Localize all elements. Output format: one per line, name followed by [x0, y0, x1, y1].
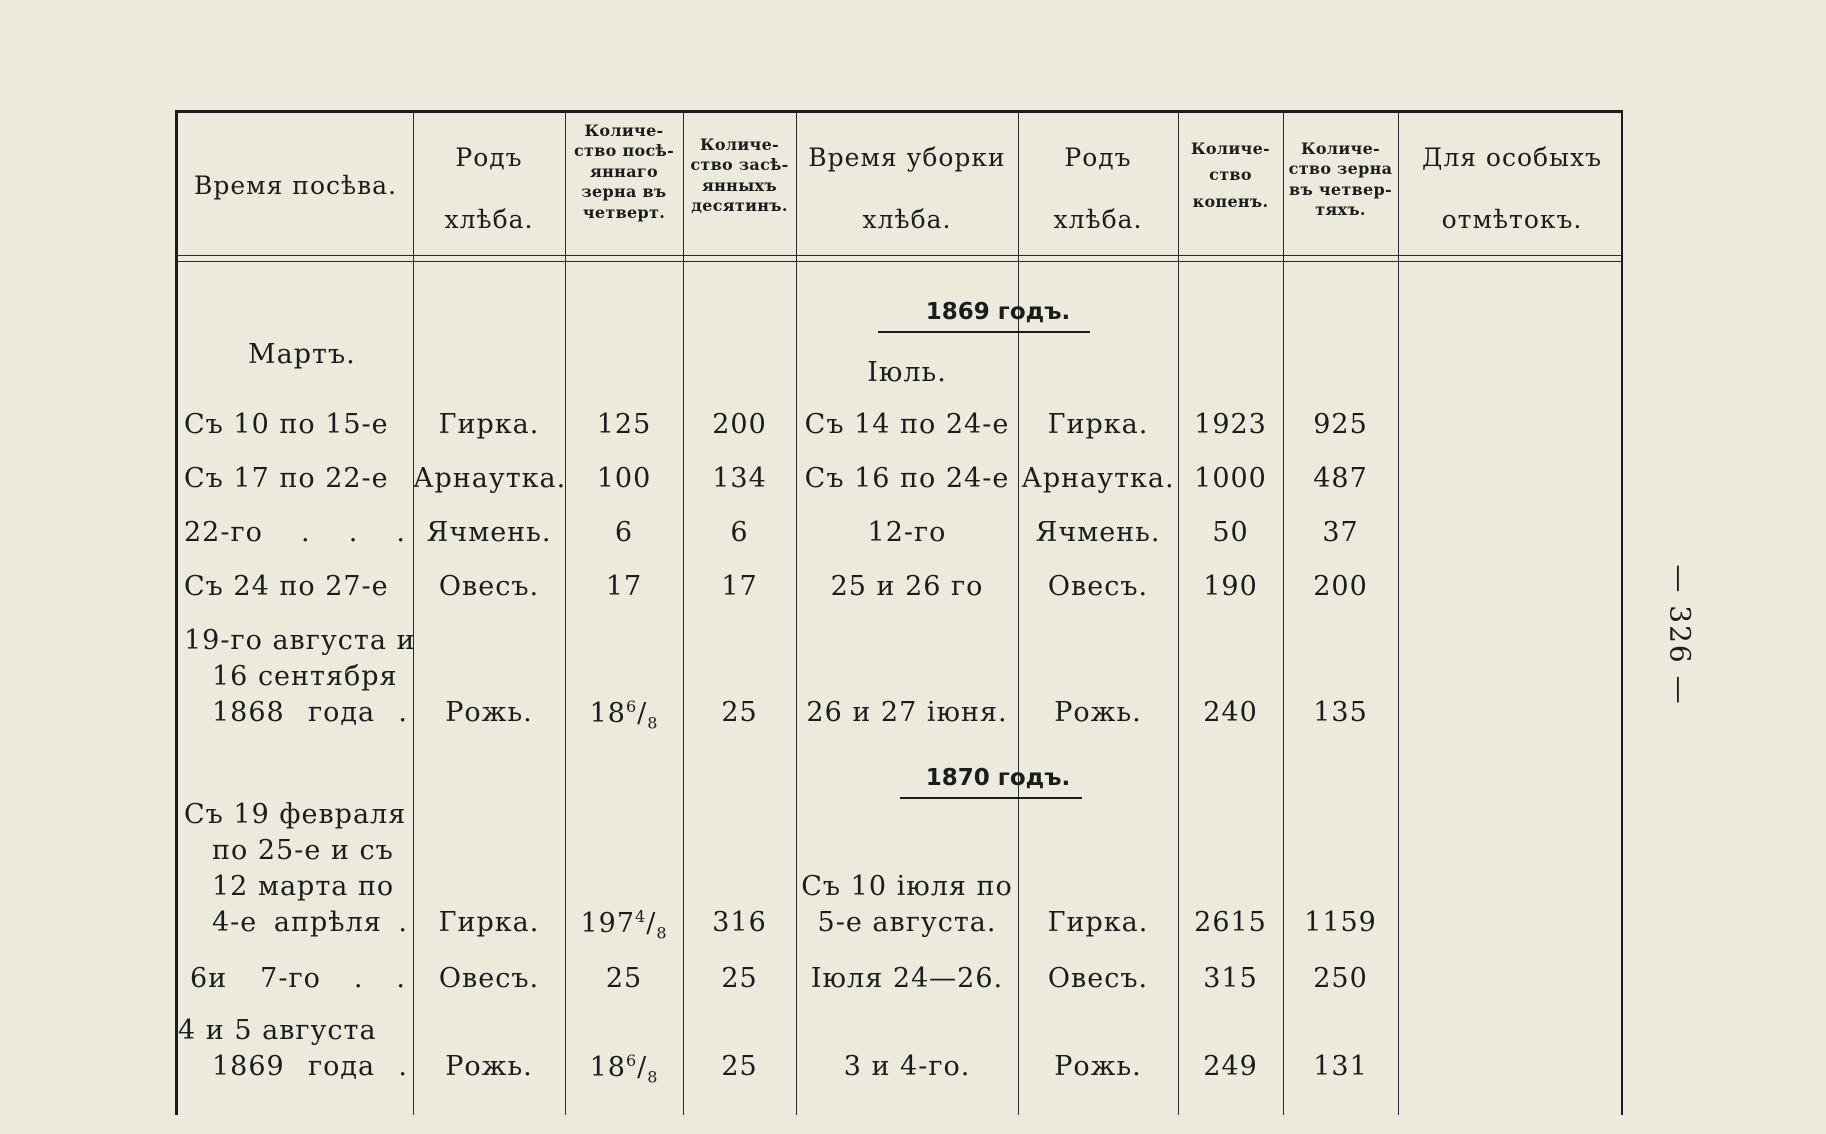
- area-cell: 316: [712, 907, 767, 938]
- crop-cell: Гирка.: [438, 409, 540, 440]
- seed-cell: $18^6/_8$: [589, 1051, 659, 1087]
- year-heading-1869: 1869 годъ.: [925, 299, 1071, 325]
- sheaves-cell: 2615: [1194, 907, 1267, 938]
- sheaves-cell: 240: [1203, 697, 1258, 728]
- crop-cell: Овесъ.: [438, 963, 540, 994]
- harvest-time-cell: 25 и 26 го: [830, 571, 984, 602]
- crop-cell: Рожь.: [1054, 1051, 1142, 1082]
- seed-cell: 100: [596, 463, 652, 494]
- area-cell: 200: [712, 409, 767, 440]
- sowing-time-cell: Съ 19 февраля: [184, 799, 407, 830]
- grain-cell: 131: [1313, 1051, 1368, 1082]
- sowing-time-cell: 4-е апрѣля .: [212, 907, 408, 938]
- grain-cell: 487: [1313, 463, 1368, 494]
- area-cell: 134: [712, 463, 767, 494]
- crop-cell: Рожь.: [445, 1051, 533, 1082]
- page-number: — 326 —: [1663, 564, 1697, 706]
- sowing-time-cell: 16 сентября: [212, 661, 398, 692]
- header-notes: отмѣтокъ.: [1441, 205, 1583, 234]
- seed-cell: $197^4/_8$: [580, 907, 668, 943]
- header-notes: Для особыхъ: [1422, 143, 1602, 172]
- header-harvest-time: Время уборки: [808, 143, 1006, 172]
- sowing-time-cell: 4 и 5 августа: [178, 1015, 377, 1046]
- harvest-time-cell: Съ 10 іюля по: [801, 871, 1013, 902]
- harvest-time-cell: 3 и 4-го.: [843, 1051, 971, 1082]
- sowing-time-cell: Съ 24 по 27-е: [184, 571, 389, 602]
- crop-cell: Ячмень.: [426, 517, 552, 548]
- area-cell: 17: [721, 571, 758, 602]
- crop-cell: Рожь.: [445, 697, 533, 728]
- header-crop-kind-2: хлѣба.: [1053, 205, 1143, 234]
- header-sowing-time: Время посѣва.: [193, 171, 398, 200]
- grain-cell: 135: [1313, 697, 1368, 728]
- crop-cell: Арнаутка.: [1021, 463, 1175, 494]
- harvest-time-cell: Съ 14 по 24-е: [804, 409, 1010, 440]
- harvest-table: [175, 110, 1623, 1115]
- crop-cell: Арнаутка.: [413, 463, 567, 494]
- sowing-time-cell: Съ 17 по 22-е: [184, 463, 389, 494]
- seed-cell: 17: [605, 571, 643, 602]
- harvest-time-cell: 5-е августа.: [817, 907, 997, 938]
- sowing-time-cell: 1869 года .: [212, 1051, 408, 1082]
- header-grain-quantity: Количе- ство зерна въ четвер- тяхъ.: [1288, 139, 1393, 220]
- year-underline: [878, 331, 1090, 333]
- sheaves-cell: 50: [1212, 517, 1249, 548]
- grain-cell: 200: [1313, 571, 1368, 602]
- harvest-time-cell: 26 и 27 іюня.: [806, 697, 1008, 728]
- crop-cell: Овесъ.: [1047, 571, 1149, 602]
- month-label: Мартъ.: [248, 339, 356, 370]
- header-area-quantity: Количе- ство засѣ- янныхъ десятинъ.: [690, 135, 789, 216]
- header-crop-kind: Родъ: [455, 143, 523, 172]
- sowing-time-cell: Съ 10 по 15-е: [184, 409, 389, 440]
- year-heading-1870: 1870 годъ.: [925, 765, 1071, 791]
- sowing-time-cell: 1868 года .: [212, 697, 408, 728]
- crop-cell: Рожь.: [1054, 697, 1142, 728]
- sowing-time-cell: 19-го августа и: [184, 625, 416, 656]
- header-crop-kind: хлѣба.: [444, 205, 534, 234]
- area-cell: 25: [721, 1051, 758, 1082]
- header-sheaves-quantity: Количе- ство копенъ.: [1190, 139, 1270, 211]
- header-crop-kind-2: Родъ: [1064, 143, 1132, 172]
- crop-cell: Гирка.: [438, 907, 540, 938]
- harvest-time-cell: 12-го: [867, 517, 947, 548]
- header-rule: [178, 261, 1621, 262]
- area-cell: 25: [721, 963, 758, 994]
- header-seed-quantity: Количе- ство посѣ- яннаго зерна въ четверт.: [573, 121, 675, 222]
- year-underline: [900, 797, 1082, 799]
- sheaves-cell: 1000: [1194, 463, 1267, 494]
- sowing-time-cell: 22-го . . .: [184, 517, 406, 548]
- crop-cell: Гирка.: [1047, 409, 1149, 440]
- grain-cell: 37: [1322, 517, 1359, 548]
- sowing-time-cell: по 25-е и съ: [212, 835, 394, 866]
- crop-cell: Ячмень.: [1035, 517, 1161, 548]
- harvest-time-cell: Съ 16 по 24-е: [804, 463, 1010, 494]
- grain-cell: 250: [1313, 963, 1368, 994]
- crop-cell: Овесъ.: [438, 571, 540, 602]
- header-rule: [178, 255, 1621, 256]
- crop-cell: Гирка.: [1047, 907, 1149, 938]
- seed-cell: 6: [614, 517, 634, 548]
- area-cell: 25: [721, 697, 758, 728]
- seed-cell: 25: [605, 963, 643, 994]
- sowing-time-cell: 12 марта по: [212, 871, 395, 902]
- crop-cell: Овесъ.: [1047, 963, 1149, 994]
- grain-cell: 925: [1313, 409, 1368, 440]
- grain-cell: 1159: [1304, 907, 1377, 938]
- harvest-time-cell: Іюля 24—26.: [810, 963, 1004, 994]
- header-harvest-time: хлѣба.: [862, 205, 952, 234]
- sowing-time-cell: 6и 7-го . .: [190, 963, 406, 994]
- sheaves-cell: 249: [1203, 1051, 1258, 1082]
- sheaves-cell: 190: [1203, 571, 1258, 602]
- seed-cell: $18^6/_8$: [589, 697, 659, 733]
- month-label: Іюль.: [867, 357, 947, 388]
- sheaves-cell: 1923: [1194, 409, 1267, 440]
- area-cell: 6: [730, 517, 749, 548]
- seed-cell: 125: [596, 409, 652, 440]
- column-divider: [1398, 113, 1399, 1115]
- sheaves-cell: 315: [1203, 963, 1258, 994]
